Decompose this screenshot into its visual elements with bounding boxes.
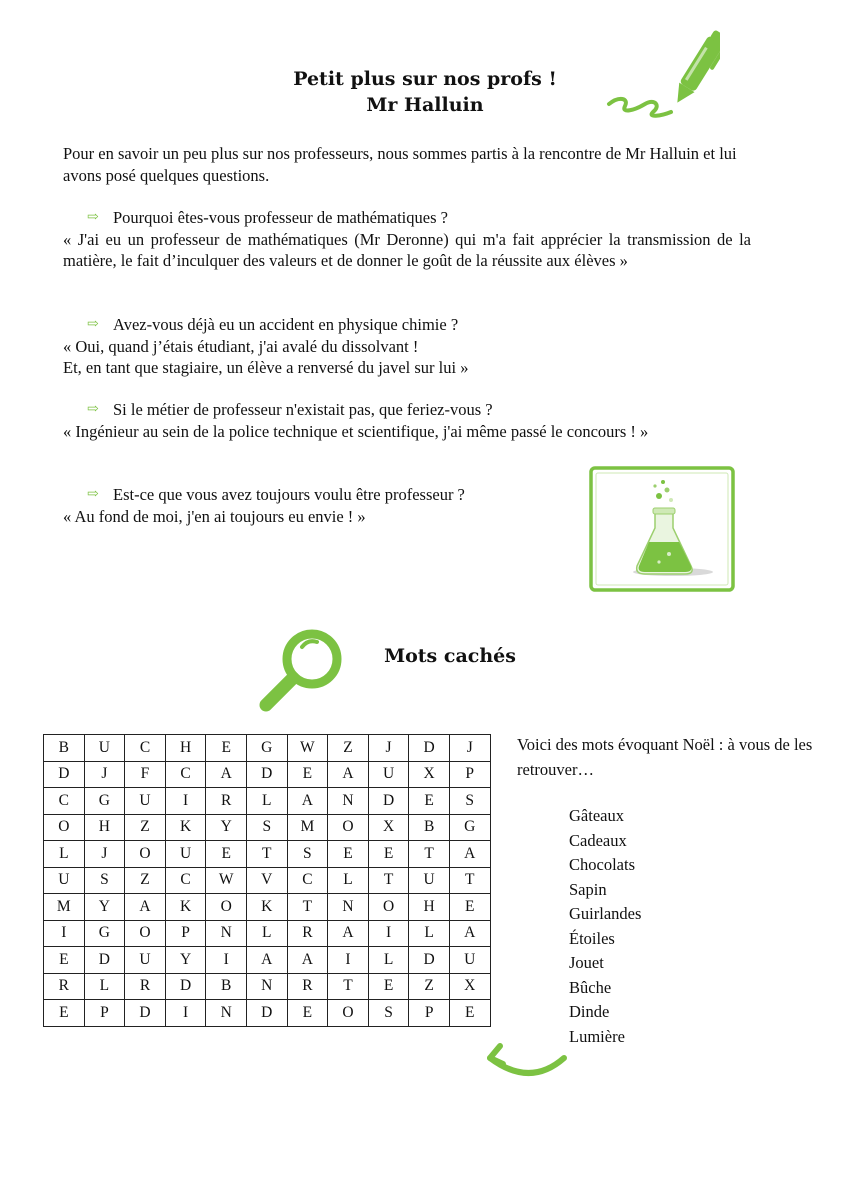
grid-cell[interactable]: U — [409, 867, 450, 894]
grid-cell[interactable]: A — [287, 788, 328, 815]
grid-cell[interactable]: A — [328, 761, 369, 788]
grid-cell[interactable]: U — [44, 867, 85, 894]
grid-cell[interactable]: N — [206, 920, 247, 947]
grid-row — [44, 735, 491, 762]
title-line-1: Petit plus sur nos profs ! — [293, 68, 557, 90]
grid-cell[interactable]: F — [125, 761, 166, 788]
grid-cell[interactable]: E — [206, 841, 247, 868]
word-item: Dinde — [569, 1002, 610, 1021]
grid-cell[interactable]: I — [368, 920, 409, 947]
grid-cell[interactable]: T — [368, 867, 409, 894]
question-1 — [63, 207, 751, 229]
grid-cell[interactable]: N — [206, 1000, 247, 1027]
grid-cell[interactable]: H — [409, 894, 450, 921]
grid-cell[interactable]: U — [368, 761, 409, 788]
grid-cell[interactable]: K — [246, 894, 287, 921]
grid-cell[interactable]: L — [409, 920, 450, 947]
magnifier-icon — [255, 625, 355, 715]
grid-cell[interactable]: Y — [84, 894, 125, 921]
grid-cell[interactable]: K — [165, 894, 206, 921]
grid-cell[interactable]: S — [84, 867, 125, 894]
grid-cell[interactable]: A — [206, 761, 247, 788]
grid-cell[interactable]: L — [246, 920, 287, 947]
grid-cell[interactable]: J — [449, 735, 490, 762]
word-item: Gâteaux — [569, 806, 624, 825]
grid-cell[interactable]: M — [44, 894, 85, 921]
grid-row — [44, 1000, 491, 1027]
intro-paragraph: Pour en savoir un peu plus sur nos professeurs, nous sommes partis à la rencontre de Mr Halluin et lui avons posé quelques questions. — [63, 144, 737, 185]
word-search-instructions: Voici des mots évoquant Noël : à vous de les retrouver… — [517, 735, 813, 779]
grid-cell[interactable]: W — [287, 735, 328, 762]
grid-cell[interactable]: B — [206, 973, 247, 1000]
grid-cell[interactable]: R — [125, 973, 166, 1000]
grid-cell[interactable]: X — [409, 761, 450, 788]
grid-row — [44, 814, 491, 841]
grid-cell[interactable]: E — [449, 894, 490, 921]
word-item: Guirlandes — [569, 904, 642, 923]
grid-cell[interactable]: G — [246, 735, 287, 762]
word-item: Chocolats — [569, 855, 635, 874]
flask-icon — [589, 466, 735, 592]
grid-cell[interactable]: U — [125, 947, 166, 974]
grid-row — [44, 947, 491, 974]
grid-cell[interactable]: S — [287, 841, 328, 868]
grid-cell[interactable]: L — [368, 947, 409, 974]
grid-row — [44, 788, 491, 815]
grid-cell[interactable]: E — [287, 1000, 328, 1027]
grid-cell[interactable]: U — [449, 947, 490, 974]
grid-cell[interactable]: J — [84, 761, 125, 788]
grid-cell[interactable]: U — [165, 841, 206, 868]
pen-icon — [605, 20, 720, 130]
word-item: Cadeaux — [569, 830, 627, 850]
grid-cell[interactable]: S — [449, 788, 490, 815]
grid-cell[interactable]: C — [125, 735, 166, 762]
grid-cell[interactable]: L — [328, 867, 369, 894]
grid-cell[interactable]: D — [125, 1000, 166, 1027]
grid-cell[interactable]: G — [84, 920, 125, 947]
question-text: Si le métier de professeur n'existait pas, que feriez-vous ? — [113, 400, 493, 419]
grid-cell[interactable]: E — [287, 761, 328, 788]
hollow-right-arrow-icon: ⇨ — [87, 317, 99, 332]
grid-cell[interactable]: A — [449, 841, 490, 868]
article-title — [200, 66, 650, 118]
grid-cell[interactable]: I — [165, 788, 206, 815]
grid-cell[interactable]: R — [44, 973, 85, 1000]
question-4 — [63, 484, 563, 506]
grid-cell[interactable]: N — [246, 973, 287, 1000]
word-search-title: Mots cachés — [384, 645, 516, 667]
grid-cell[interactable]: T — [287, 894, 328, 921]
grid-cell[interactable]: D — [165, 973, 206, 1000]
grid-cell[interactable]: P — [409, 1000, 450, 1027]
grid-cell[interactable]: O — [328, 814, 369, 841]
grid-cell[interactable]: D — [368, 788, 409, 815]
grid-cell[interactable]: D — [409, 947, 450, 974]
grid-cell[interactable]: E — [368, 973, 409, 1000]
grid-cell[interactable]: T — [409, 841, 450, 868]
grid-cell[interactable]: U — [84, 735, 125, 762]
grid-cell[interactable]: R — [287, 973, 328, 1000]
grid-cell[interactable]: O — [125, 841, 166, 868]
grid-cell[interactable]: X — [449, 973, 490, 1000]
grid-cell[interactable]: V — [246, 867, 287, 894]
answer-line: « Ingénieur au sein de la police technique et scientifique, j'ai même passé le concours ! » — [63, 421, 649, 441]
grid-row — [44, 841, 491, 868]
grid-cell[interactable]: H — [165, 735, 206, 762]
grid-cell[interactable]: J — [368, 735, 409, 762]
grid-cell[interactable]: G — [449, 814, 490, 841]
grid-cell[interactable]: D — [44, 761, 85, 788]
word-list — [569, 804, 641, 1049]
grid-cell[interactable]: D — [409, 735, 450, 762]
grid-cell[interactable]: B — [409, 814, 450, 841]
grid-cell[interactable]: Y — [206, 814, 247, 841]
grid-cell[interactable]: C — [44, 788, 85, 815]
grid-cell[interactable]: T — [449, 867, 490, 894]
grid-cell[interactable]: I — [206, 947, 247, 974]
answer-line: « Au fond de moi, j'en ai toujours eu envie ! » — [63, 506, 366, 526]
grid-cell[interactable]: N — [328, 894, 369, 921]
grid-row — [44, 973, 491, 1000]
grid-cell[interactable]: O — [368, 894, 409, 921]
grid-cell[interactable]: D — [246, 1000, 287, 1027]
grid-cell[interactable]: Z — [328, 735, 369, 762]
grid-row — [44, 867, 491, 894]
answer-line: « Oui, quand j’étais étudiant, j'ai avalé du dissolvant ! — [63, 336, 419, 356]
grid-cell[interactable]: R — [287, 920, 328, 947]
word-item: Lumière — [569, 1026, 625, 1046]
grid-cell[interactable]: A — [125, 894, 166, 921]
grid-cell[interactable]: E — [368, 841, 409, 868]
grid-cell[interactable]: P — [165, 920, 206, 947]
grid-cell[interactable]: A — [328, 920, 369, 947]
curved-arrow-icon — [478, 1036, 574, 1086]
grid-cell[interactable]: I — [165, 1000, 206, 1027]
question-text: Avez-vous déjà eu un accident en physique chimie ? — [113, 315, 459, 334]
grid-cell[interactable]: L — [246, 788, 287, 815]
word-item: Jouet — [569, 953, 604, 972]
answer-line: « J'ai eu un professeur de mathématiques (Mr Deronne) qui m'a fait apprécier la transmission de la matière, le fait d’inculquer des valeurs et de donner le goût de la réussite aux élèves » — [63, 229, 751, 270]
grid-cell[interactable]: X — [368, 814, 409, 841]
grid-cell[interactable]: K — [165, 814, 206, 841]
qa-block-4 — [63, 484, 563, 527]
grid-cell[interactable]: I — [44, 920, 85, 947]
question-2 — [63, 314, 751, 336]
answer-line: Et, en tant que stagiaire, un élève a renversé du javel sur lui » — [63, 358, 469, 377]
grid-cell[interactable]: D — [84, 947, 125, 974]
grid-cell[interactable]: T — [328, 973, 369, 1000]
grid-cell[interactable]: B — [44, 735, 85, 762]
grid-cell[interactable]: O — [328, 1000, 369, 1027]
grid-cell[interactable]: A — [246, 947, 287, 974]
grid-cell[interactable]: C — [165, 867, 206, 894]
grid-cell[interactable]: A — [287, 947, 328, 974]
grid-cell[interactable]: P — [84, 1000, 125, 1027]
qa-block-1 — [63, 207, 751, 272]
grid-cell[interactable]: C — [165, 761, 206, 788]
grid-cell[interactable]: O — [206, 894, 247, 921]
grid-cell[interactable]: O — [125, 920, 166, 947]
grid-cell[interactable]: P — [449, 761, 490, 788]
grid-cell[interactable]: O — [44, 814, 85, 841]
grid-cell[interactable]: C — [287, 867, 328, 894]
word-item: Bûche — [569, 977, 612, 997]
grid-cell[interactable]: N — [328, 788, 369, 815]
word-search-grid[interactable] — [43, 734, 491, 1027]
grid-cell[interactable]: M — [287, 814, 328, 841]
question-text: Est-ce que vous avez toujours voulu être professeur ? — [113, 485, 465, 504]
grid-cell[interactable]: J — [84, 841, 125, 868]
grid-cell[interactable]: I — [328, 947, 369, 974]
grid-cell[interactable]: A — [449, 920, 490, 947]
grid-cell[interactable]: Z — [125, 867, 166, 894]
grid-cell[interactable]: H — [84, 814, 125, 841]
grid-cell[interactable]: E — [206, 735, 247, 762]
grid-cell[interactable]: G — [84, 788, 125, 815]
title-line-2: Mr Halluin — [366, 94, 484, 116]
qa-block-2 — [63, 314, 751, 379]
grid-cell[interactable]: Z — [125, 814, 166, 841]
grid-cell[interactable]: U — [125, 788, 166, 815]
grid-row — [44, 920, 491, 947]
grid-cell[interactable]: S — [368, 1000, 409, 1027]
grid-cell[interactable]: E — [449, 1000, 490, 1027]
word-item: Étoiles — [569, 928, 615, 948]
grid-cell[interactable]: W — [206, 867, 247, 894]
grid-row — [44, 894, 491, 921]
hollow-right-arrow-icon: ⇨ — [87, 210, 99, 225]
grid-cell[interactable]: E — [328, 841, 369, 868]
qa-block-3 — [63, 399, 751, 442]
grid-cell[interactable]: D — [246, 761, 287, 788]
hollow-right-arrow-icon: ⇨ — [87, 487, 99, 502]
grid-cell[interactable]: L — [84, 973, 125, 1000]
question-text: Pourquoi êtes-vous professeur de mathématiques ? — [113, 208, 448, 227]
grid-cell[interactable]: T — [246, 841, 287, 868]
grid-cell[interactable]: Y — [165, 947, 206, 974]
grid-cell[interactable]: L — [44, 841, 85, 868]
grid-cell[interactable]: S — [246, 814, 287, 841]
question-3 — [63, 399, 751, 421]
grid-cell[interactable]: Z — [409, 973, 450, 1000]
grid-cell[interactable]: R — [206, 788, 247, 815]
grid-cell[interactable]: E — [44, 947, 85, 974]
grid-row — [44, 761, 491, 788]
word-item: Sapin — [569, 879, 607, 899]
grid-cell[interactable]: E — [409, 788, 450, 815]
hollow-right-arrow-icon: ⇨ — [87, 402, 99, 417]
grid-cell[interactable]: E — [44, 1000, 85, 1027]
